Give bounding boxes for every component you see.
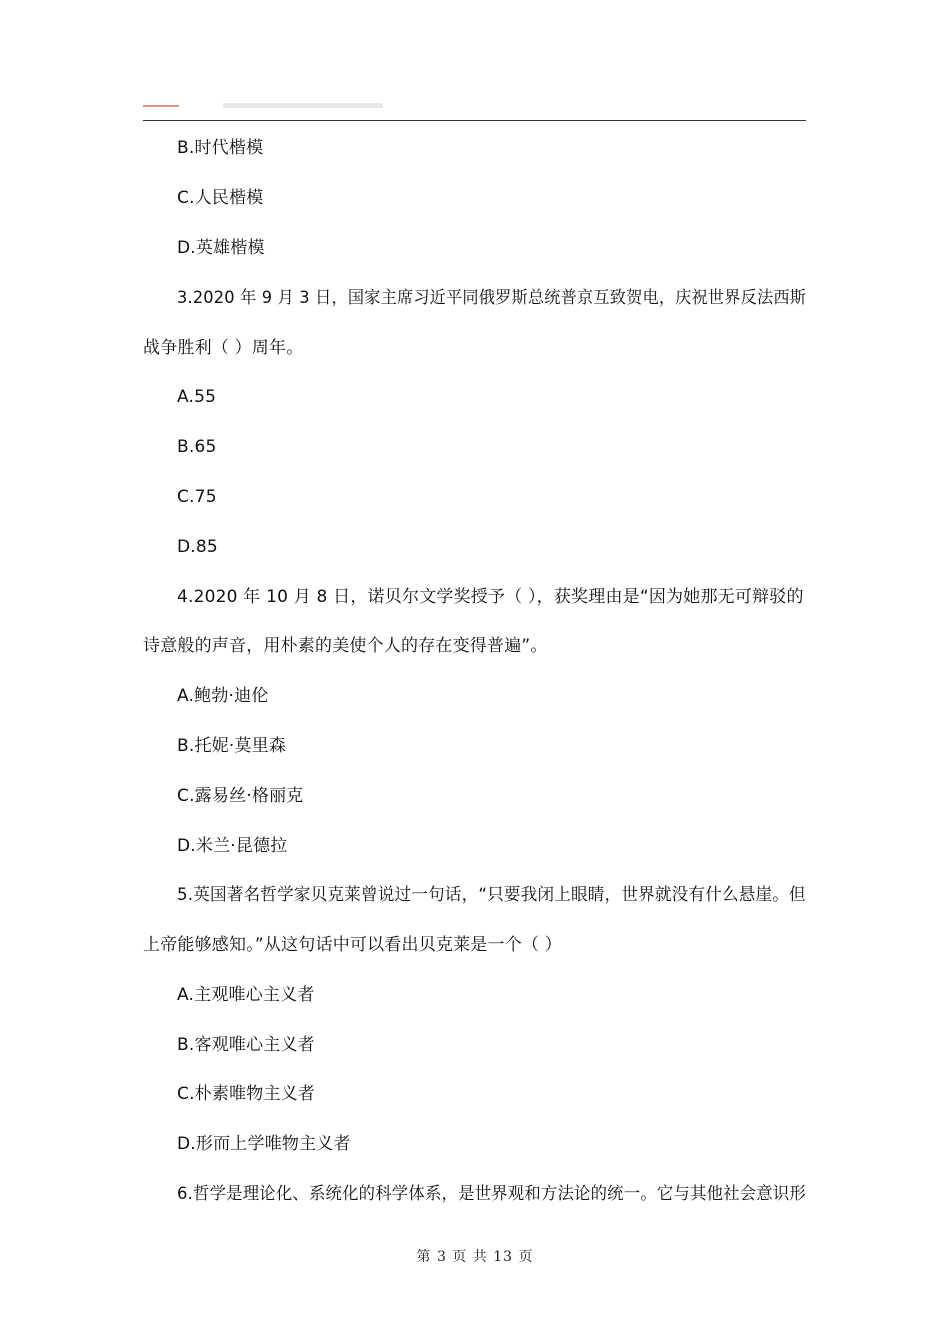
header-mark-red xyxy=(143,105,179,107)
q3-option-d: D.85 xyxy=(177,537,218,557)
q2-option-b: B.时代楷模 xyxy=(177,138,264,158)
q2-option-d: D.英雄楷模 xyxy=(177,238,265,258)
header-watermark xyxy=(143,100,383,112)
q6-stem-line1: 6.哲学是理论化、系统化的科学体系，是世界观和方法论的统一。它与其他社会意识形 xyxy=(177,1184,806,1204)
q2-option-c: C.人民楷模 xyxy=(177,188,264,208)
q5-stem-line2: 上帝能够感知。”从这句话中可以看出贝克莱是一个（ ） xyxy=(143,935,562,955)
q5-option-a: A.主观唯心主义者 xyxy=(177,985,315,1005)
q5-option-b: B.客观唯心主义者 xyxy=(177,1035,315,1055)
q5-option-c: C.朴素唯物主义者 xyxy=(177,1084,316,1104)
q4-option-c: C.露易丝·格丽克 xyxy=(177,786,304,806)
q4-option-b: B.托妮·莫里森 xyxy=(177,736,287,756)
q4-stem-line2: 诗意般的声音，用朴素的美使个人的存在变得普遍”。 xyxy=(143,636,548,656)
q3-option-b: B.65 xyxy=(177,437,217,457)
header-mark-gray xyxy=(223,103,383,108)
q3-stem-line1: 3.2020 年 9 月 3 日，国家主席习近平同俄罗斯总统普京互致贺电，庆祝世界反法西斯 xyxy=(177,288,807,308)
q4-stem-line1: 4.2020 年 10 月 8 日，诺贝尔文学奖授予（ ），获奖理由是“因为她那无可辩驳的 xyxy=(177,587,804,607)
q5-stem-line1: 5.英国著名哲学家贝克莱曾说过一句话，“只要我闭上眼睛，世界就没有什么悬崖。但 xyxy=(177,885,806,905)
q5-option-d: D.形而上学唯物主义者 xyxy=(177,1134,351,1154)
page-number-footer: 第 3 页 共 13 页 xyxy=(416,1249,534,1265)
q4-option-d: D.米兰·昆德拉 xyxy=(177,836,288,856)
q4-option-a: A.鲍勃·迪伦 xyxy=(177,686,269,706)
header-rule xyxy=(143,120,806,121)
q3-stem-line2: 战争胜利（ ）周年。 xyxy=(143,338,304,358)
q3-option-c: C.75 xyxy=(177,487,217,507)
q3-option-a: A.55 xyxy=(177,387,217,407)
